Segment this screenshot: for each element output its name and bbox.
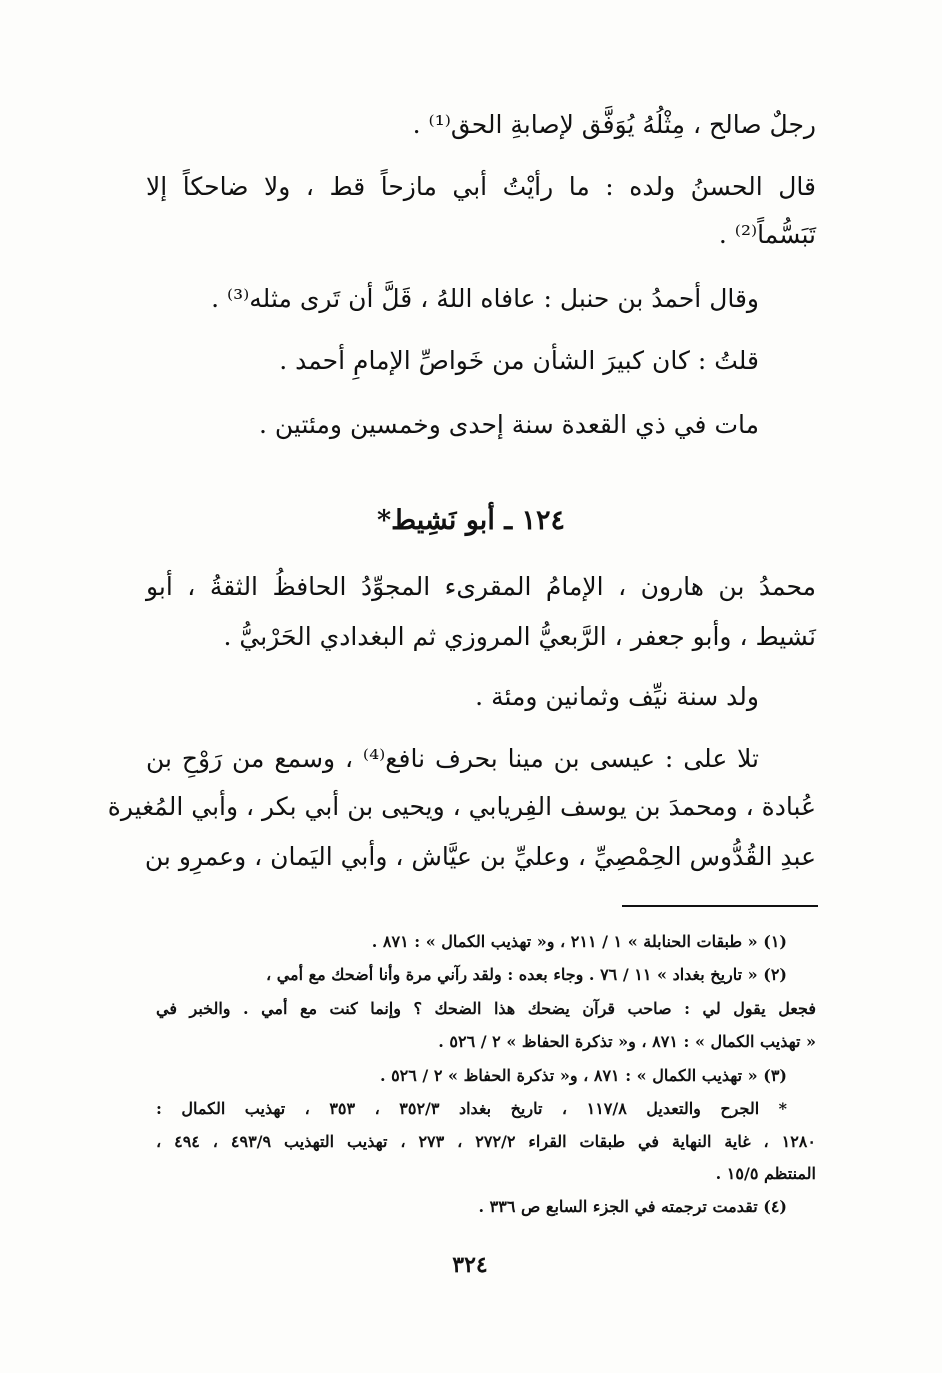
text-line: قال الحسنُ ولده : ما رأيْتُ أبي مازحاً قط ، ولا ضاحكاً إلا <box>146 172 816 201</box>
text-line: قلتُ : كان كبيرَ الشأن من خَواصِّ الإمامِ أحمد . <box>279 346 759 375</box>
text-line: تلا على : عيسى بن مينا بحرف نافع⁽⁴⁾ ، وسمع من رَوْحِ بن <box>146 744 760 773</box>
text-line: ولد سنة نيِّف وثمانين ومئة . <box>475 682 759 711</box>
text-line: تَبَسُّماً⁽²⁾ . <box>718 220 816 249</box>
footnote-line: ١٢٨٠ ، غاية النهاية في طبقات القراء ٢٧٢/٢ ، ٢٧٣ ، تهذيب التهذيب ٤٩٣/٩ ، ٤٩٤ ، <box>156 1132 816 1151</box>
footnote-line: (٤) تقدمت ترجمته في الجزء السابع ص ٣٣٦ . <box>478 1197 787 1216</box>
footnote-separator <box>622 905 818 907</box>
text-line: مات في ذي القعدة سنة إحدى وخمسين ومئتين . <box>258 410 759 439</box>
text-line: وقال أحمدُ بن حنبل : عافاه اللهُ ، قَلَّ أن تَرى مثله⁽³⁾ . <box>211 284 759 313</box>
footnote-line: * الجرح والتعديل ١١٧/٨ ، تاريخ بغداد ٣٥٢/٣ ، ٣٥٣ ، تهذيب الكمال : <box>156 1099 788 1118</box>
footnote-line: (٣) « تهذيب الكمال » : ٨٧١ ، و« تذكرة الحفاظ » ٢ / ٥٢٦ . <box>379 1066 787 1085</box>
page-number: ٣٢٤ <box>452 1252 488 1278</box>
text-line: نَشيط ، وأبو جعفر ، الرَّبعيُّ المروزي ثم البغدادي الحَرْبيُّ . <box>223 622 816 651</box>
text-line: عبدِ القُدُّوس الحِمْصِيِّ ، وعليِّ بن عيَّاش ، وأبي اليَمان ، وعمرِو بن <box>144 842 816 871</box>
footnote-line: « تهذيب الكمال » : ٨٧١ ، و« تذكرة الحفاظ » ٢ / ٥٢٦ . <box>438 1032 816 1051</box>
text-line: عُبادة ، ومحمدَ بن يوسف الفِريابي ، ويحيى بن أبي بكر ، وأبي المُغيرة <box>107 792 816 821</box>
text-line: رجلٌ صالح ، مِثْلُهُ يُوَفَّق لإصابةِ الحق⁽¹⁾ . <box>412 110 816 139</box>
entry-heading: ١٢٤ ـ أبو نَشِيط* <box>376 505 566 536</box>
text-line: محمدُ بن هارون ، الإمامُ المقرىء المجوِّدُ الحافظُ الثقةُ ، أبو <box>146 572 816 601</box>
footnote-line: (١) « طبقات الحنابلة » ١ / ٢١١ ، و« تهذيب الكمال » : ٨٧١ . <box>371 932 787 951</box>
footnote-line: المنتظم ١٥/٥ . <box>715 1164 816 1183</box>
footnote-line: فجعل يقول لي : صاحب قرآن يضحك هذا الضحك ؟ وإنما كنت مع أمي . والخبر في <box>156 999 816 1018</box>
footnote-line: (٢) « تاريخ بغداد » ١١ / ٧٦ . وجاء بعده : ولقد رآني مرة وأنا أضحك مع أمي ، <box>265 965 787 984</box>
